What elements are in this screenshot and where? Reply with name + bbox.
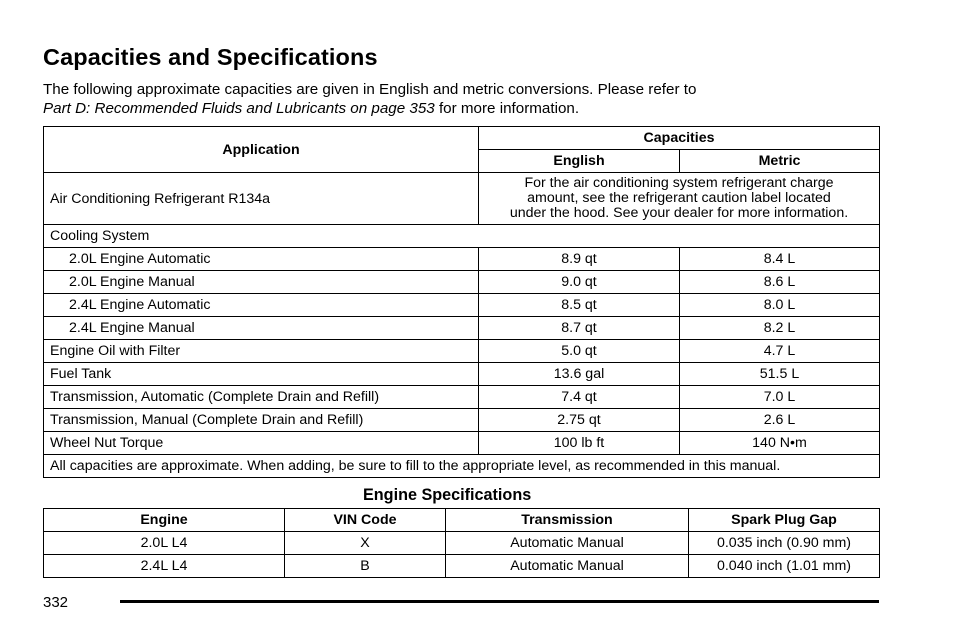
row-label: Cooling System bbox=[44, 225, 880, 248]
note-line: For the air conditioning system refrigerant charge bbox=[524, 175, 834, 191]
english-value: 8.7 qt bbox=[479, 317, 680, 340]
metric-value: 2.6 L bbox=[680, 409, 880, 432]
spark-plug-gap-cell: 0.035 inch (0.90 mm) bbox=[689, 532, 880, 555]
engine-cell: 2.4L L4 bbox=[44, 555, 285, 578]
row-label: 2.0L Engine Automatic bbox=[44, 248, 479, 271]
header-vin-code: VIN Code bbox=[285, 509, 446, 532]
page-number: 332 bbox=[43, 594, 69, 611]
note-line: under the hood. See your dealer for more information. bbox=[509, 205, 849, 221]
page-title: Capacities and Specifications bbox=[43, 44, 378, 70]
row-label: Transmission, Automatic (Complete Drain and Refill) bbox=[44, 386, 479, 409]
metric-value: 8.2 L bbox=[680, 317, 880, 340]
table-row bbox=[44, 363, 880, 386]
table-row bbox=[44, 248, 880, 271]
intro-text-end: for more information. bbox=[434, 100, 580, 117]
table-row bbox=[44, 271, 880, 294]
table-row bbox=[44, 317, 880, 340]
english-value: 8.5 qt bbox=[479, 294, 680, 317]
header-engine: Engine bbox=[44, 509, 285, 532]
row-label: 2.4L Engine Manual bbox=[44, 317, 479, 340]
header-transmission: Transmission bbox=[446, 509, 689, 532]
capacities-footnote: All capacities are approximate. When adding, be sure to fill to the appropriate level, as recommended in this manual. bbox=[44, 455, 880, 478]
table-row bbox=[44, 294, 880, 317]
row-label: 2.0L Engine Manual bbox=[44, 271, 479, 294]
table-row bbox=[44, 225, 880, 248]
table-row bbox=[44, 340, 880, 363]
engine-cell: 2.0L L4 bbox=[44, 532, 285, 555]
vin-code-cell: B bbox=[285, 555, 446, 578]
table-row bbox=[44, 555, 880, 578]
english-value: 9.0 qt bbox=[479, 271, 680, 294]
table-row bbox=[44, 409, 880, 432]
metric-value: 8.4 L bbox=[680, 248, 880, 271]
metric-value: 7.0 L bbox=[680, 386, 880, 409]
row-label: Wheel Nut Torque bbox=[44, 432, 479, 455]
english-value: 2.75 qt bbox=[479, 409, 680, 432]
transmission-cell: Automatic Manual bbox=[446, 555, 689, 578]
table-row bbox=[44, 432, 880, 455]
metric-value: 4.7 L bbox=[680, 340, 880, 363]
metric-value: 8.0 L bbox=[680, 294, 880, 317]
header-spark-plug-gap: Spark Plug Gap bbox=[689, 509, 880, 532]
fluids-reference-link[interactable]: Part D: Recommended Fluids and Lubricants on page 353 bbox=[43, 100, 435, 117]
engine-specs-table bbox=[43, 508, 880, 578]
metric-value: 8.6 L bbox=[680, 271, 880, 294]
table-footnote-row bbox=[44, 455, 880, 478]
intro-text: The following approximate capacities are given in English and metric conversions. Please refer to bbox=[43, 81, 697, 98]
english-value: 13.6 gal bbox=[479, 363, 680, 386]
header-english: English bbox=[479, 150, 680, 173]
row-label: Air Conditioning Refrigerant R134a bbox=[44, 173, 479, 225]
row-label: Engine Oil with Filter bbox=[44, 340, 479, 363]
transmission-cell: Automatic Manual bbox=[446, 532, 689, 555]
row-label: Fuel Tank bbox=[44, 363, 479, 386]
table-row bbox=[44, 173, 880, 225]
row-label: Transmission, Manual (Complete Drain and Refill) bbox=[44, 409, 479, 432]
metric-value: 140 N•m bbox=[680, 432, 880, 455]
intro-paragraph bbox=[43, 80, 879, 118]
capacities-table bbox=[43, 126, 880, 478]
header-capacities: Capacities bbox=[479, 127, 880, 150]
header-metric: Metric bbox=[680, 150, 880, 173]
note-line: amount, see the refrigerant caution label located bbox=[527, 190, 831, 206]
engine-specs-title: Engine Specifications bbox=[363, 486, 532, 504]
refrigerant-note bbox=[479, 173, 880, 225]
metric-value: 51.5 L bbox=[680, 363, 880, 386]
footer-rule bbox=[120, 600, 879, 603]
english-value: 100 lb ft bbox=[479, 432, 680, 455]
spark-plug-gap-cell: 0.040 inch (1.01 mm) bbox=[689, 555, 880, 578]
header-application: Application bbox=[44, 127, 479, 173]
vin-code-cell: X bbox=[285, 532, 446, 555]
english-value: 8.9 qt bbox=[479, 248, 680, 271]
english-value: 5.0 qt bbox=[479, 340, 680, 363]
row-label: 2.4L Engine Automatic bbox=[44, 294, 479, 317]
table-row bbox=[44, 386, 880, 409]
english-value: 7.4 qt bbox=[479, 386, 680, 409]
table-row bbox=[44, 532, 880, 555]
